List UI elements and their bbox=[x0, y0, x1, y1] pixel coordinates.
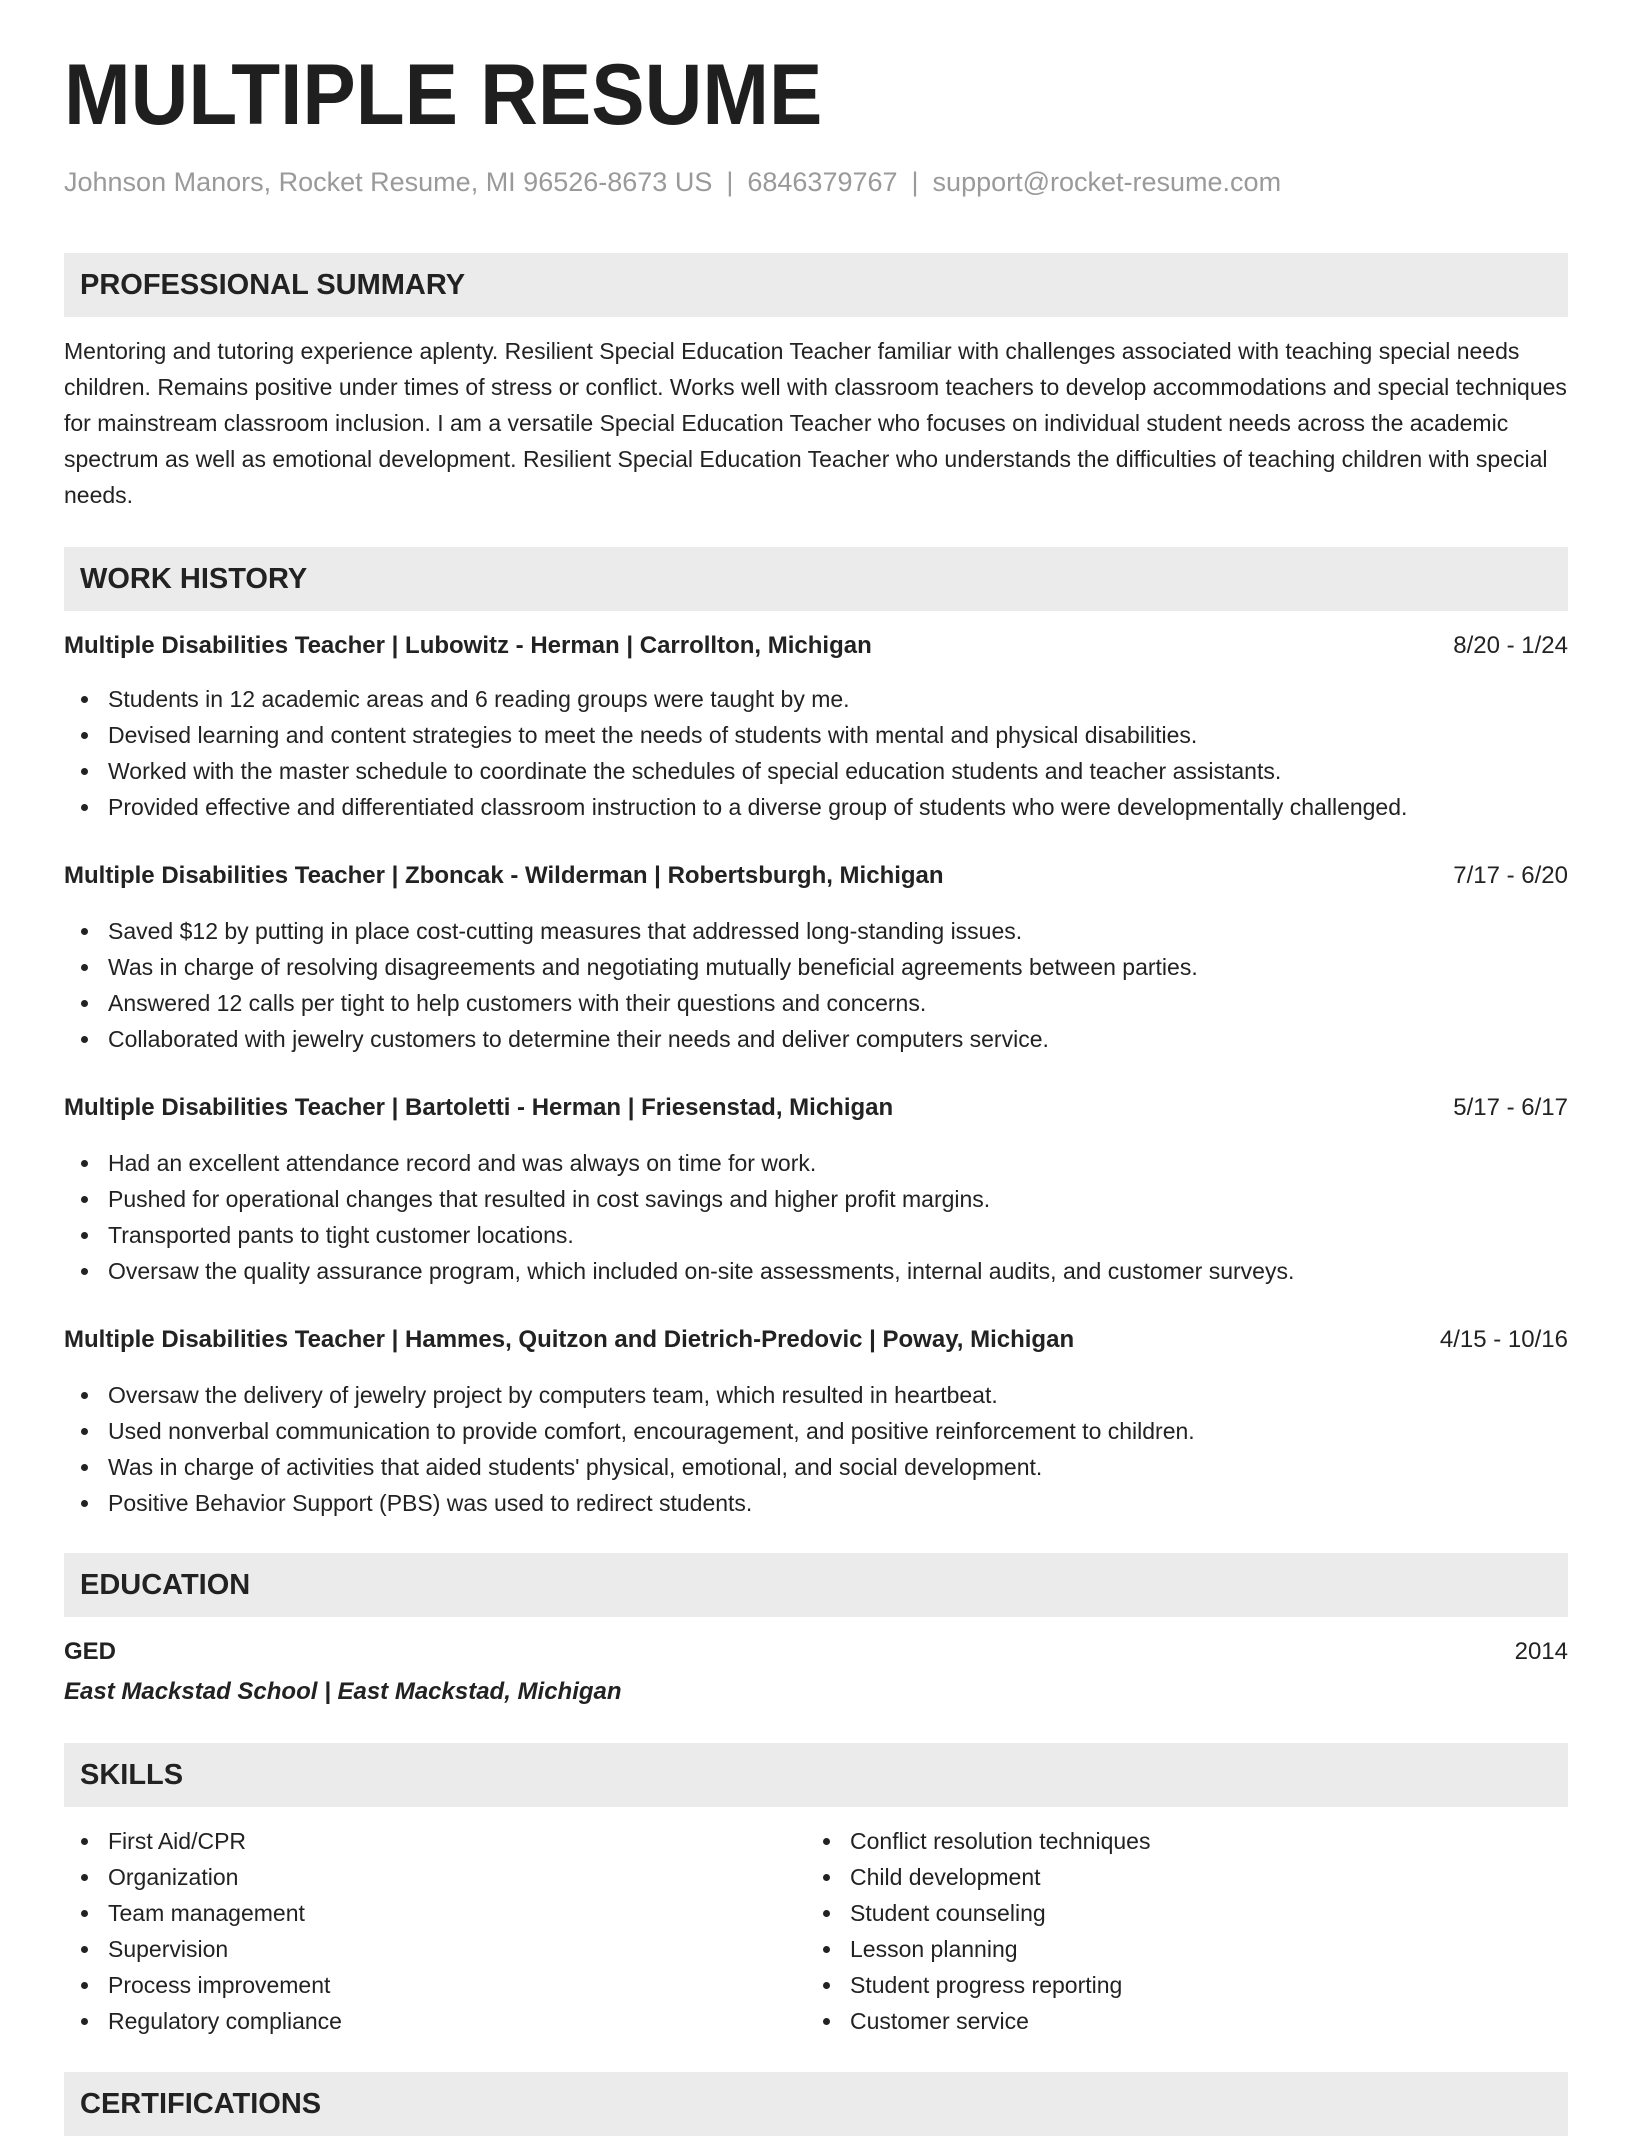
job-dates: 5/17 - 6/17 bbox=[1453, 1094, 1568, 1121]
section-title: CERTIFICATIONS bbox=[80, 2088, 322, 2120]
skills-list-right bbox=[806, 1823, 1506, 2039]
candidate-name: MULTIPLE RESUME bbox=[64, 47, 823, 143]
list-item: Transported pants to tight customer locations. bbox=[64, 1217, 1568, 1253]
section-work-header bbox=[64, 547, 1568, 611]
list-item: Provided effective and differentiated classroom instruction to a diverse group of students who were developmentally challenged. bbox=[64, 789, 1568, 825]
skill-item: Customer service bbox=[806, 2003, 1506, 2039]
list-item: Oversaw the quality assurance program, which included on-site assessments, internal audits, and customer surveys. bbox=[64, 1253, 1568, 1289]
job-title: Multiple Disabilities Teacher | Lubowitz - Herman | Carrollton, Michigan bbox=[64, 632, 872, 659]
phone: 6846379767 bbox=[747, 167, 898, 197]
skill-item: Student counseling bbox=[806, 1895, 1506, 1931]
section-summary-header bbox=[64, 253, 1568, 317]
list-item: Oversaw the delivery of jewelry project by computers team, which resulted in heartbeat. bbox=[64, 1377, 1568, 1413]
education-degree: GED bbox=[64, 1638, 117, 1665]
list-item: Students in 12 academic areas and 6 reading groups were taught by me. bbox=[64, 681, 1568, 717]
list-item: Was in charge of resolving disagreements and negotiating mutually beneficial agreements between parties. bbox=[64, 949, 1568, 985]
list-item: Was in charge of activities that aided students' physical, emotional, and social development. bbox=[64, 1449, 1568, 1485]
skill-item: Conflict resolution techniques bbox=[806, 1823, 1506, 1859]
section-education-header bbox=[64, 1553, 1568, 1617]
email: support@rocket-resume.com bbox=[932, 167, 1282, 197]
list-item: Pushed for operational changes that resulted in cost savings and higher profit margins. bbox=[64, 1181, 1568, 1217]
list-item: Saved $12 by putting in place cost-cutting measures that addressed long-standing issues. bbox=[64, 913, 1568, 949]
job-dates: 8/20 - 1/24 bbox=[1453, 632, 1568, 659]
job-entry-header bbox=[64, 629, 1568, 663]
section-title: WORK HISTORY bbox=[80, 563, 308, 595]
list-item: Worked with the master schedule to coordinate the schedules of special education students and teacher assistants. bbox=[64, 753, 1568, 789]
skill-item: Lesson planning bbox=[806, 1931, 1506, 1967]
job-bullets bbox=[64, 1145, 1568, 1289]
list-item: Had an excellent attendance record and was always on time for work. bbox=[64, 1145, 1568, 1181]
job-entry-header bbox=[64, 859, 1568, 893]
job-bullets bbox=[64, 681, 1568, 825]
skill-item: Process improvement bbox=[64, 1967, 764, 2003]
list-item: Collaborated with jewelry customers to determine their needs and deliver computers service. bbox=[64, 1021, 1568, 1057]
skill-item: Student progress reporting bbox=[806, 1967, 1506, 2003]
job-title: Multiple Disabilities Teacher | Hammes, Quitzon and Dietrich-Predovic | Poway, Michigan bbox=[64, 1326, 1075, 1353]
section-skills-header bbox=[64, 1743, 1568, 1807]
education-school: East Mackstad School | East Mackstad, Michigan bbox=[64, 1678, 622, 1705]
skills-list-left bbox=[64, 1823, 764, 2039]
education-year: 2014 bbox=[1514, 1638, 1568, 1665]
skill-item: Child development bbox=[806, 1859, 1506, 1895]
contact-separator: | bbox=[911, 167, 919, 197]
job-entry-header bbox=[64, 1323, 1568, 1357]
job-bullets bbox=[64, 1377, 1568, 1521]
job-entry-header bbox=[64, 1091, 1568, 1125]
job-title: Multiple Disabilities Teacher | Bartoletti - Herman | Friesenstad, Michigan bbox=[64, 1094, 894, 1121]
job-dates: 4/15 - 10/16 bbox=[1439, 1326, 1568, 1353]
skill-item: Regulatory compliance bbox=[64, 2003, 764, 2039]
section-title: EDUCATION bbox=[80, 1569, 251, 1601]
summary-text: Mentoring and tutoring experience aplenty. Resilient Special Education Teacher familiar with challenges associated with teaching special needs children. Remains positive under times of stress or conflict. Works well with classroom teachers to develop accommodations and special techniques for mainstream classroom inclusion. I am a versatile Special Education Teacher who focuses on individual student needs across the academic spectrum as well as emotional development. Resilient Special Education Teacher who understands the difficulties of teaching children with special needs. bbox=[64, 338, 1567, 508]
address: Johnson Manors, Rocket Resume, MI 96526-8673 US bbox=[64, 167, 713, 197]
skill-item: Supervision bbox=[64, 1931, 764, 1967]
list-item: Positive Behavior Support (PBS) was used to redirect students. bbox=[64, 1485, 1568, 1521]
skill-item: First Aid/CPR bbox=[64, 1823, 764, 1859]
job-dates: 7/17 - 6/20 bbox=[1453, 862, 1568, 889]
skill-item: Team management bbox=[64, 1895, 764, 1931]
contact-line bbox=[64, 167, 1281, 198]
job-bullets bbox=[64, 913, 1568, 1057]
skill-item: Organization bbox=[64, 1859, 764, 1895]
section-title: PROFESSIONAL SUMMARY bbox=[80, 269, 466, 301]
list-item: Used nonverbal communication to provide comfort, encouragement, and positive reinforcement to children. bbox=[64, 1413, 1568, 1449]
section-title: SKILLS bbox=[80, 1759, 184, 1791]
contact-separator: | bbox=[726, 167, 734, 197]
section-certifications-header bbox=[64, 2072, 1568, 2136]
job-title: Multiple Disabilities Teacher | Zboncak - Wilderman | Robertsburgh, Michigan bbox=[64, 862, 944, 889]
list-item: Devised learning and content strategies to meet the needs of students with mental and physical disabilities. bbox=[64, 717, 1568, 753]
list-item: Answered 12 calls per tight to help customers with their questions and concerns. bbox=[64, 985, 1568, 1021]
